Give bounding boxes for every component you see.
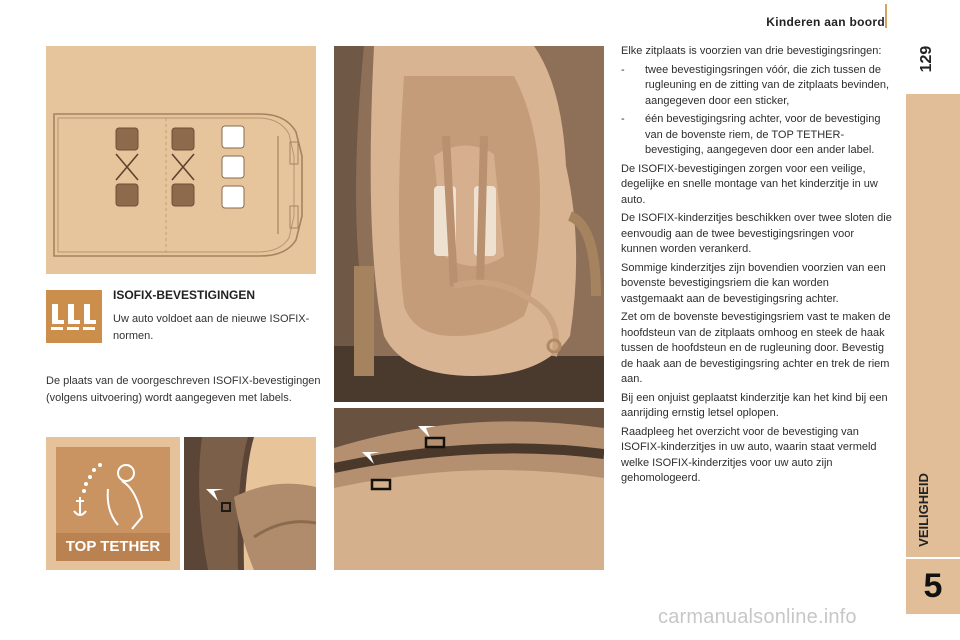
anchor-ring-photo: [334, 408, 604, 570]
body-paragraph: De ISOFIX-bevestigingen zorgen voor een veilige, degelijke en snelle montage van het kinderzitje in uw auto.: [621, 162, 878, 206]
top-tether-text: TOP TETHER: [65, 538, 161, 555]
headrest-anchor-photo: [184, 437, 316, 570]
chapter-number: 5: [923, 567, 943, 605]
section-tab-divider: [906, 557, 960, 559]
child-seat-photo: [334, 46, 604, 402]
isofix-intro: Uw auto voldoet aan de nieuwe ISOFIX-normen.: [113, 313, 310, 342]
van-seat-layout-diagram: [46, 46, 316, 274]
body-paragraph: De ISOFIX-kinderzitjes beschikken over twee sloten die eenvoudig aan de twee bevestigingsringen voor kunnen worden verankerd.: [621, 212, 892, 255]
top-tether-label: [46, 437, 180, 570]
body-text: [621, 44, 893, 490]
labels-note: De plaats van de voorgeschreven ISOFIX-bevestigingen (volgens uitvoering) wordt aangegeven met labels.: [46, 375, 321, 404]
list-item: [621, 112, 893, 159]
body-paragraph: Raadpleeg het overzicht voor de bevestiging van ISOFIX-kinderzitjes in uw auto, waarin staat vermeld welke ISOFIX-kinderzitjes voor uw auto zijn gehomologeerd.: [621, 425, 877, 484]
list-bullet: -: [621, 113, 625, 125]
body-paragraph: Zet om de bovenste bevestigingsriem vast te maken de hoofdsteun van de zitplaats omhoog en steek de haak tussen de hoofdsteun en de rugleuning door. Bevestig de haak aan de bevestigingsring achter en trek de riem aan.: [621, 311, 891, 385]
body-paragraph: Elke zitplaats is voorzien van drie bevestigingsringen:: [621, 45, 882, 57]
body-paragraph: Sommige kinderzitjes zijn bovendien voorzien van een bovenste bevestigingsriem die kan worden vastgemaakt aan de bevestigingsring achter.: [621, 261, 886, 305]
running-header: Kinderen aan boord: [766, 15, 885, 29]
body-paragraph: Bij een onjuist geplaatst kinderzitje kan het kind bij een aanrijding ernstig letsel oplopen.: [621, 391, 888, 419]
section-tab-label: VEILIGHEID: [916, 473, 931, 547]
watermark: carmanualsonline.info: [658, 606, 857, 628]
list-bullet: -: [621, 63, 625, 76]
list-item: [621, 63, 893, 110]
list-item-text: één bevestigingsring achter, voor de bevestiging van de bovenste riem, de TOP TETHER-bevestiging, aangegeven door een ander label.: [645, 113, 881, 156]
page-number: 129: [918, 45, 935, 73]
isofix-seat-icon: [46, 290, 102, 343]
header-divider: [885, 4, 887, 28]
list-item-text: twee bevestigingsringen vóór, die zich tussen de rugleuning en de zitting van de zitplaats bevinden, aangegeven door een sticker,: [645, 63, 890, 107]
isofix-heading: ISOFIX-BEVESTIGINGEN: [113, 288, 256, 302]
